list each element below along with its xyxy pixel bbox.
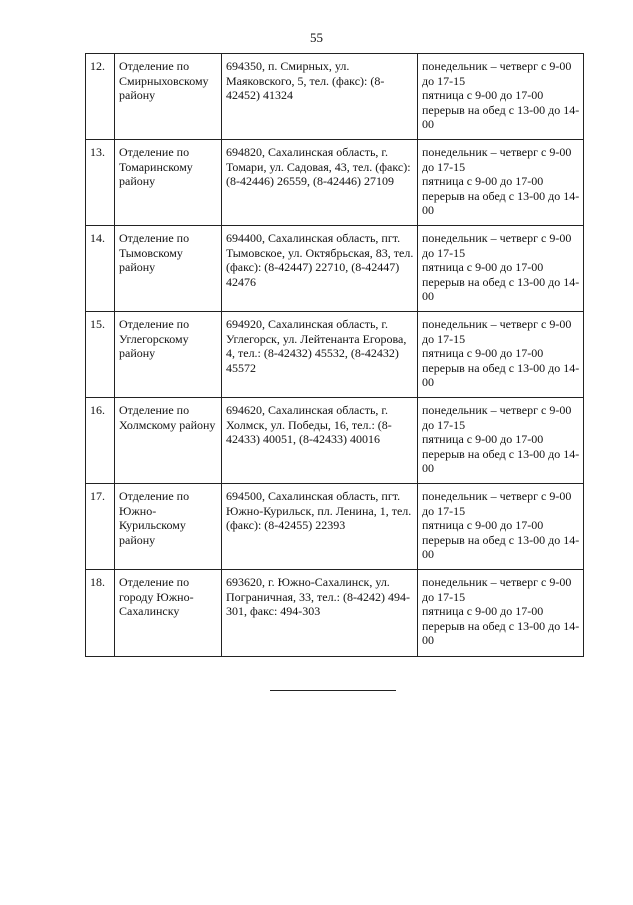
branch-name: Отделение по городу Южно-Сахалинску xyxy=(115,570,222,657)
branch-hours xyxy=(418,140,584,226)
row-number: 16. xyxy=(86,398,115,484)
table-row xyxy=(86,398,584,484)
hours-lunch-break: перерыв на обед с 13-00 до 14-00 xyxy=(422,446,580,475)
branch-hours xyxy=(418,484,584,570)
hours-lunch-break: перерыв на обед с 13-00 до 14-00 xyxy=(422,274,580,303)
branch-address: 694500, Сахалинская область, пгт. Южно-Курильск, пл. Ленина, 1, тел. (факс): (8-42455) 22393 xyxy=(222,484,418,570)
table-row xyxy=(86,54,584,140)
branch-name: Отделение по Тымовскому району xyxy=(115,226,222,312)
row-number: 14. xyxy=(86,226,115,312)
hours-lunch-break: перерыв на обед с 13-00 до 14-00 xyxy=(422,188,580,217)
branch-name: Отделение по Углегорскому району xyxy=(115,312,222,398)
hours-weekdays: понедельник – четверг с 9-00 до 17-15 xyxy=(422,403,572,432)
hours-friday: пятница с 9-00 до 17-00 xyxy=(422,432,544,446)
hours-friday: пятница с 9-00 до 17-00 xyxy=(422,88,544,102)
table-row xyxy=(86,312,584,398)
branch-hours xyxy=(418,312,584,398)
hours-weekdays: понедельник – четверг с 9-00 до 17-15 xyxy=(422,231,572,260)
branch-address: 694920, Сахалинская область, г. Углегорск, ул. Лейтенанта Егорова, 4, тел.: (8-42432) 45532, (8-42432) 45572 xyxy=(222,312,418,398)
branch-address: 694350, п. Смирных, ул. Маяковского, 5, тел. (факс): (8-42452) 41324 xyxy=(222,54,418,140)
branches-table xyxy=(85,53,584,657)
row-number: 17. xyxy=(86,484,115,570)
page-number: 55 xyxy=(310,30,323,45)
hours-friday: пятница с 9-00 до 17-00 xyxy=(422,260,544,274)
branch-address: 694620, Сахалинская область, г. Холмск, ул. Победы, 16, тел.: (8-42433) 40051, (8-42433) 40016 xyxy=(222,398,418,484)
hours-weekdays: понедельник – четверг с 9-00 до 17-15 xyxy=(422,317,572,346)
branch-hours xyxy=(418,570,584,657)
hours-lunch-break: перерыв на обед с 13-00 до 14-00 xyxy=(422,102,580,131)
branch-name: Отделение по Южно-Курильскому району xyxy=(115,484,222,570)
row-number: 15. xyxy=(86,312,115,398)
branch-hours xyxy=(418,54,584,140)
table-row xyxy=(86,140,584,226)
branch-address: 694820, Сахалинская область, г. Томари, ул. Садовая, 43, тел. (факс): (8-42446) 26559, (8-42446) 27109 xyxy=(222,140,418,226)
hours-friday: пятница с 9-00 до 17-00 xyxy=(422,518,544,532)
branch-name: Отделение по Холмскому району xyxy=(115,398,222,484)
row-number: 13. xyxy=(86,140,115,226)
branch-address: 694400, Сахалинская область, пгт. Тымовское, ул. Октябрьская, 83, тел. (факс): (8-42447) 22710, (8-42447) 42476 xyxy=(222,226,418,312)
hours-lunch-break: перерыв на обед с 13-00 до 14-00 xyxy=(422,532,580,561)
hours-lunch-break: перерыв на обед с 13-00 до 14-00 xyxy=(422,618,580,647)
hours-weekdays: понедельник – четверг с 9-00 до 17-15 xyxy=(422,145,572,174)
branch-address: 693620, г. Южно-Сахалинск, ул. Пограничная, 33, тел.: (8-4242) 494-301, факс: 494-303 xyxy=(222,570,418,657)
hours-friday: пятница с 9-00 до 17-00 xyxy=(422,604,544,618)
table-row xyxy=(86,570,584,657)
table-row xyxy=(86,226,584,312)
branch-name: Отделение по Томаринскому району xyxy=(115,140,222,226)
hours-lunch-break: перерыв на обед с 13-00 до 14-00 xyxy=(422,360,580,389)
hours-weekdays: понедельник – четверг с 9-00 до 17-15 xyxy=(422,59,572,88)
hours-weekdays: понедельник – четверг с 9-00 до 17-15 xyxy=(422,489,572,518)
row-number: 18. xyxy=(86,570,115,657)
table-row xyxy=(86,484,584,570)
row-number: 12. xyxy=(86,54,115,140)
hours-friday: пятница с 9-00 до 17-00 xyxy=(422,346,544,360)
footer-rule xyxy=(270,690,396,691)
branch-name: Отделение по Смирныховскому району xyxy=(115,54,222,140)
hours-friday: пятница с 9-00 до 17-00 xyxy=(422,174,544,188)
branch-hours xyxy=(418,226,584,312)
hours-weekdays: понедельник – четверг с 9-00 до 17-15 xyxy=(422,575,572,604)
branch-hours xyxy=(418,398,584,484)
